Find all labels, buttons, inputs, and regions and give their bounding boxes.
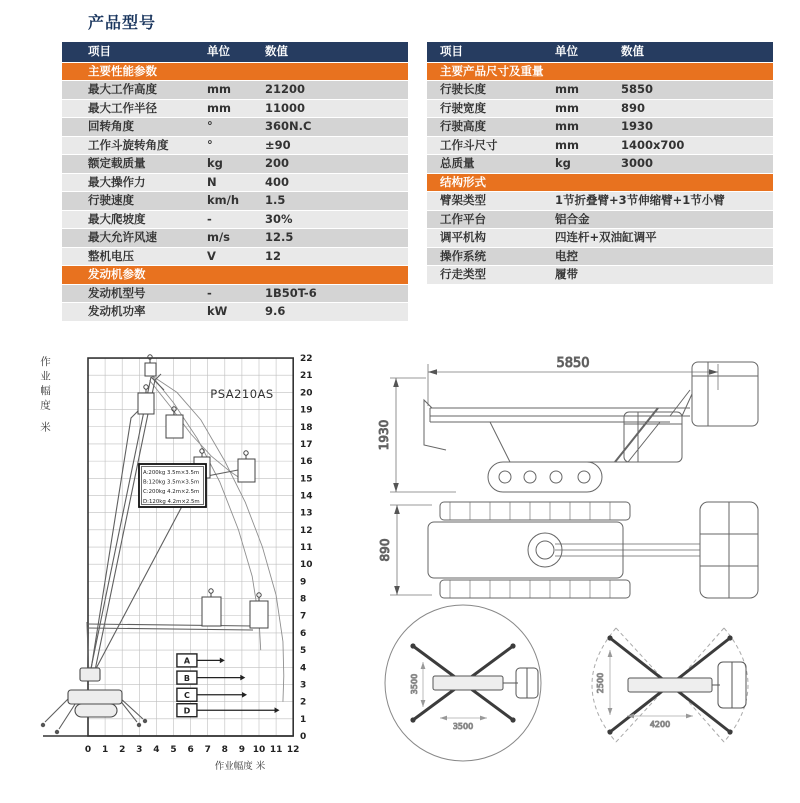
x-tick-label: 8 — [221, 745, 228, 755]
section-header-row: 主要性能参数 — [62, 63, 408, 82]
reach-arrow-head — [220, 658, 225, 664]
y-tick-label: 8 — [300, 594, 307, 605]
spec-value: 12.5 — [265, 230, 294, 244]
col-header-unit: 单位 — [555, 44, 578, 58]
table-header-row — [427, 42, 773, 63]
spec-row — [62, 211, 408, 230]
spec-row — [427, 155, 773, 174]
spec-item-label: 臂架类型 — [440, 193, 486, 207]
legend-entry: A:200kg 3.5m×3.5m — [143, 470, 200, 476]
y-tick-label: 10 — [300, 560, 313, 571]
col-header-item: 项目 — [88, 44, 111, 58]
spec-value: 1930 — [621, 119, 654, 133]
spec-value: 360N.C — [265, 119, 312, 133]
spec-item-label: 行驶速度 — [88, 193, 134, 207]
outrigger-spread-drawing — [592, 628, 748, 742]
spec-table-performance — [62, 42, 408, 322]
spec-unit: V — [207, 248, 216, 263]
spec-value: 1.5 — [265, 193, 286, 207]
spec-unit: mm — [555, 137, 579, 152]
x-tick-label: 0 — [84, 745, 92, 755]
spec-value: 5850 — [621, 82, 654, 96]
legend-entry: B:120kg 3.5m×3.5m — [143, 479, 200, 486]
legend-entry: D:120kg 4.2m×2.5m — [143, 498, 200, 505]
spec-value: 890 — [621, 100, 646, 115]
spec-value: ±90 — [265, 137, 291, 152]
reach-box-label: A — [183, 656, 191, 666]
y-tick-label: 12 — [300, 525, 313, 536]
spread-width-dim: 4200 — [649, 720, 671, 729]
x-tick-label: 9 — [238, 745, 246, 755]
turning-circle-drawing — [385, 605, 541, 761]
spec-value: 铝合金 — [555, 211, 590, 226]
spec-value: 四连杆+双油缸调平 — [555, 230, 657, 244]
y-tick-label: 19 — [300, 405, 313, 416]
col-header-value: 数值 — [621, 44, 644, 58]
y-tick-label: 21 — [300, 371, 313, 382]
y-tick-label: 2 — [300, 697, 307, 708]
spec-row — [62, 285, 408, 304]
dimension-diagrams — [360, 350, 800, 798]
y-tick-label: 13 — [300, 508, 313, 519]
side-length-dim: 5850 — [556, 356, 590, 371]
spec-item-label: 额定载质量 — [88, 156, 146, 170]
x-tick-label: 12 — [286, 745, 300, 755]
spec-item-label: 最大工作高度 — [88, 82, 157, 96]
spec-value: 11000 — [265, 100, 306, 115]
spec-table-dimensions — [427, 42, 773, 285]
spec-unit: mm — [555, 82, 579, 96]
spec-value: 电控 — [555, 248, 578, 263]
spec-value: 21200 — [265, 82, 306, 96]
spec-unit: mm — [207, 100, 231, 115]
chart-title: PSA210AS — [210, 387, 274, 401]
spec-item-label: 发动机功率 — [88, 304, 146, 318]
spec-item-label: 回转角度 — [88, 119, 134, 133]
spec-item-label: 工作平台 — [440, 211, 486, 226]
spec-value: 12 — [265, 248, 282, 263]
y-tick-label: 16 — [300, 457, 313, 468]
y-tick-label: 11 — [300, 543, 313, 554]
spec-row — [427, 192, 773, 211]
top-width-dim: 890 — [378, 538, 392, 562]
spec-item-label: 行驶长度 — [440, 82, 486, 96]
spec-unit: km/h — [207, 193, 240, 207]
spec-unit: - — [207, 211, 212, 226]
spec-row — [62, 100, 408, 119]
footprint-depth-dim: 3500 — [410, 673, 419, 695]
spec-item-label: 行驶宽度 — [440, 100, 486, 115]
reach-arrow-head — [240, 675, 245, 681]
spec-unit: N — [207, 174, 217, 189]
spec-unit: - — [207, 285, 212, 300]
spec-unit: mm — [555, 119, 579, 133]
y-tick-label: 22 — [300, 354, 313, 365]
y-tick-label: 9 — [300, 577, 307, 588]
x-tick-label: 3 — [136, 745, 143, 755]
spec-row — [62, 118, 408, 137]
x-tick-label: 1 — [101, 745, 109, 755]
x-tick-label: 7 — [204, 745, 211, 755]
reach-arrow-head — [242, 692, 247, 698]
spec-item-label: 发动机型号 — [88, 285, 146, 300]
x-tick-label: 6 — [187, 745, 194, 755]
spec-row — [62, 174, 408, 193]
y-tick-label: 7 — [300, 611, 307, 622]
y-tick-label: 4 — [300, 663, 307, 674]
working-envelope-chart — [30, 348, 322, 782]
col-header-item: 项目 — [440, 44, 463, 58]
boom-lift-silhouette — [45, 374, 253, 729]
spec-unit: m/s — [207, 230, 231, 244]
spec-item-label: 调平机构 — [440, 230, 486, 244]
spec-unit: kg — [555, 156, 571, 170]
col-header-unit: 单位 — [207, 44, 230, 58]
spec-item-label: 行驶高度 — [440, 119, 486, 133]
spec-row — [427, 248, 773, 267]
x-tick-label: 10 — [252, 745, 266, 755]
spec-row — [427, 118, 773, 137]
y-tick-label: 14 — [300, 491, 313, 502]
page-title: 产品型号 — [88, 13, 157, 32]
legend-entry: C:200kg 4.2m×2.5m — [143, 489, 200, 496]
y-tick-label: 17 — [300, 439, 313, 450]
y-tick-label: 3 — [300, 680, 307, 691]
spec-value: 1B50T-6 — [265, 285, 317, 300]
spec-item-label: 总质量 — [440, 156, 475, 170]
spec-unit: kW — [207, 304, 228, 318]
outrigger-feet — [41, 719, 147, 734]
y-tick-label: 20 — [300, 388, 313, 399]
spec-row — [62, 229, 408, 248]
reach-box-label: C — [183, 690, 190, 700]
spec-item-label: 行走类型 — [440, 267, 486, 281]
spec-row — [427, 229, 773, 248]
spec-row — [427, 211, 773, 230]
spec-value: 履带 — [555, 267, 578, 281]
spec-item-label: 操作系统 — [440, 248, 486, 263]
spec-unit: ° — [207, 137, 213, 152]
spec-item-label: 最大允许风速 — [88, 230, 157, 244]
chart-y-axis-label: 作业幅度 米 — [39, 356, 51, 436]
spec-unit: kg — [207, 156, 223, 170]
spec-value: 400 — [265, 174, 290, 189]
x-tick-label: 2 — [119, 745, 126, 755]
side-height-dim: 1930 — [377, 419, 391, 451]
spec-row — [62, 81, 408, 100]
table-header-row — [62, 42, 408, 63]
x-tick-label: 11 — [269, 745, 283, 755]
spec-value: 1节折叠臂+3节伸缩臂+1节小臂 — [555, 193, 725, 207]
chart-x-axis-label: 作业幅度 米 — [214, 761, 266, 772]
spec-row — [427, 81, 773, 100]
y-tick-label: 5 — [300, 646, 307, 657]
footprint-width-dim: 3500 — [452, 722, 474, 731]
spec-row — [62, 248, 408, 267]
y-tick-label: 6 — [300, 628, 307, 639]
section-header-row: 发动机参数 — [62, 266, 408, 285]
spec-row — [62, 155, 408, 174]
y-tick-label: 18 — [300, 422, 313, 433]
spec-item-label: 最大操作力 — [88, 174, 146, 189]
x-tick-label: 5 — [170, 745, 177, 755]
section-header-row: 结构形式 — [427, 174, 773, 193]
spec-row — [62, 137, 408, 156]
col-header-value: 数值 — [265, 44, 288, 58]
side-view-drawing — [377, 356, 758, 492]
y-tick-label: 15 — [300, 474, 313, 485]
spec-row — [427, 137, 773, 156]
spec-unit: ° — [207, 119, 213, 133]
boom-lift-chassis — [68, 668, 122, 717]
spec-row — [427, 100, 773, 119]
spec-value: 200 — [265, 156, 290, 170]
reach-arrow-head — [275, 707, 280, 713]
x-tick-label: 4 — [153, 745, 160, 755]
spec-unit: mm — [555, 100, 579, 115]
spec-value: 3000 — [621, 156, 654, 170]
spec-unit: mm — [207, 82, 231, 96]
reach-box-label: D — [183, 706, 191, 716]
spec-row — [62, 192, 408, 211]
spec-item-label: 整机电压 — [88, 248, 134, 263]
y-tick-label: 1 — [300, 714, 307, 725]
spec-item-label: 最大工作半径 — [88, 100, 157, 115]
spec-value: 9.6 — [265, 304, 286, 318]
spec-item-label: 工作斗尺寸 — [440, 137, 498, 152]
reach-box-label: B — [183, 673, 190, 683]
spec-item-label: 最大爬坡度 — [88, 211, 146, 226]
top-view-drawing — [378, 502, 758, 598]
spec-row — [62, 303, 408, 322]
y-tick-label: 0 — [300, 732, 307, 742]
section-header-row: 主要产品尺寸及重量 — [427, 63, 773, 82]
spread-depth-dim: 2500 — [596, 672, 605, 694]
spec-value: 1400x700 — [621, 137, 685, 152]
spec-item-label: 工作斗旋转角度 — [88, 137, 169, 152]
spec-row — [427, 266, 773, 285]
spec-value: 30% — [265, 211, 293, 226]
